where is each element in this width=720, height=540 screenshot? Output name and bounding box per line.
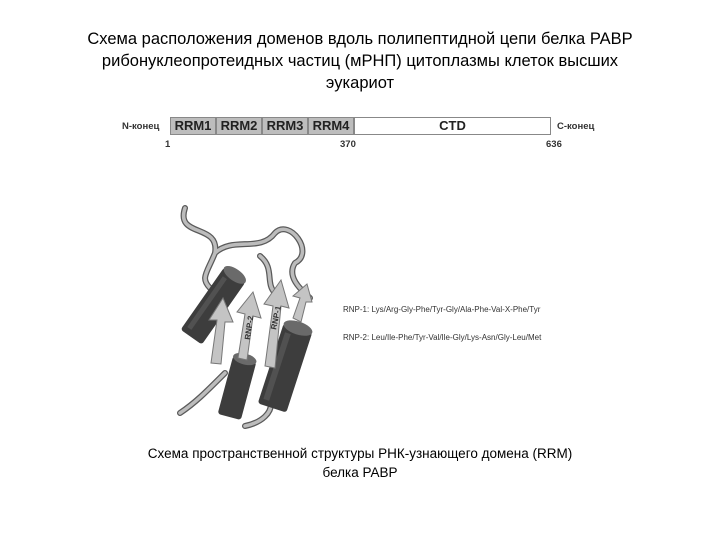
c-terminus-label: C-конец — [557, 121, 595, 132]
beta-strand-4 — [293, 284, 312, 322]
position-middle: 370 — [340, 139, 356, 150]
helix-1 — [181, 263, 249, 345]
helix-2 — [218, 351, 258, 420]
rnp1-motif: RNP-1: Lys/Arg-Gly-Phe/Tyr-Gly/Ala-Phe-Val-X-Phe/Tyr — [343, 305, 541, 314]
title-line-2: рибонуклеопротеидных частиц (мРНП) цитоплазмы клеток высших — [101, 52, 619, 70]
rnp1-strand-label: RNP-1 — [269, 305, 283, 331]
domain-ctd: CTD — [354, 117, 551, 135]
domain-rrm1: RRM1 — [170, 117, 216, 135]
title-line-3: эукариот — [325, 74, 395, 92]
domain-rrm3: RRM3 — [262, 117, 308, 135]
figure-caption — [0, 444, 720, 482]
caption-line-2: белка PABP — [322, 465, 398, 480]
caption-line-1: Схема пространственной структуры РНК-узнающего домена (RRM) — [147, 446, 573, 461]
rnp2-motif: RNP-2: Leu/Ile-Phe/Tyr-Val/Ile-Gly/Lys-Asn/Gly-Leu/Met — [343, 333, 542, 342]
domain-map — [0, 0, 720, 160]
n-terminus-label: N-конец — [122, 121, 160, 132]
rrm-structure-illustration — [165, 198, 345, 433]
domain-rrm2: RRM2 — [216, 117, 262, 135]
position-end: 636 — [546, 139, 562, 150]
rnp2-strand-label: RNP-2 — [243, 315, 256, 341]
position-start: 1 — [165, 139, 171, 150]
title-line-1: Схема расположения доменов вдоль полипептидной цепи белка PABP — [87, 30, 633, 48]
domain-rrm4: RRM4 — [308, 117, 354, 135]
